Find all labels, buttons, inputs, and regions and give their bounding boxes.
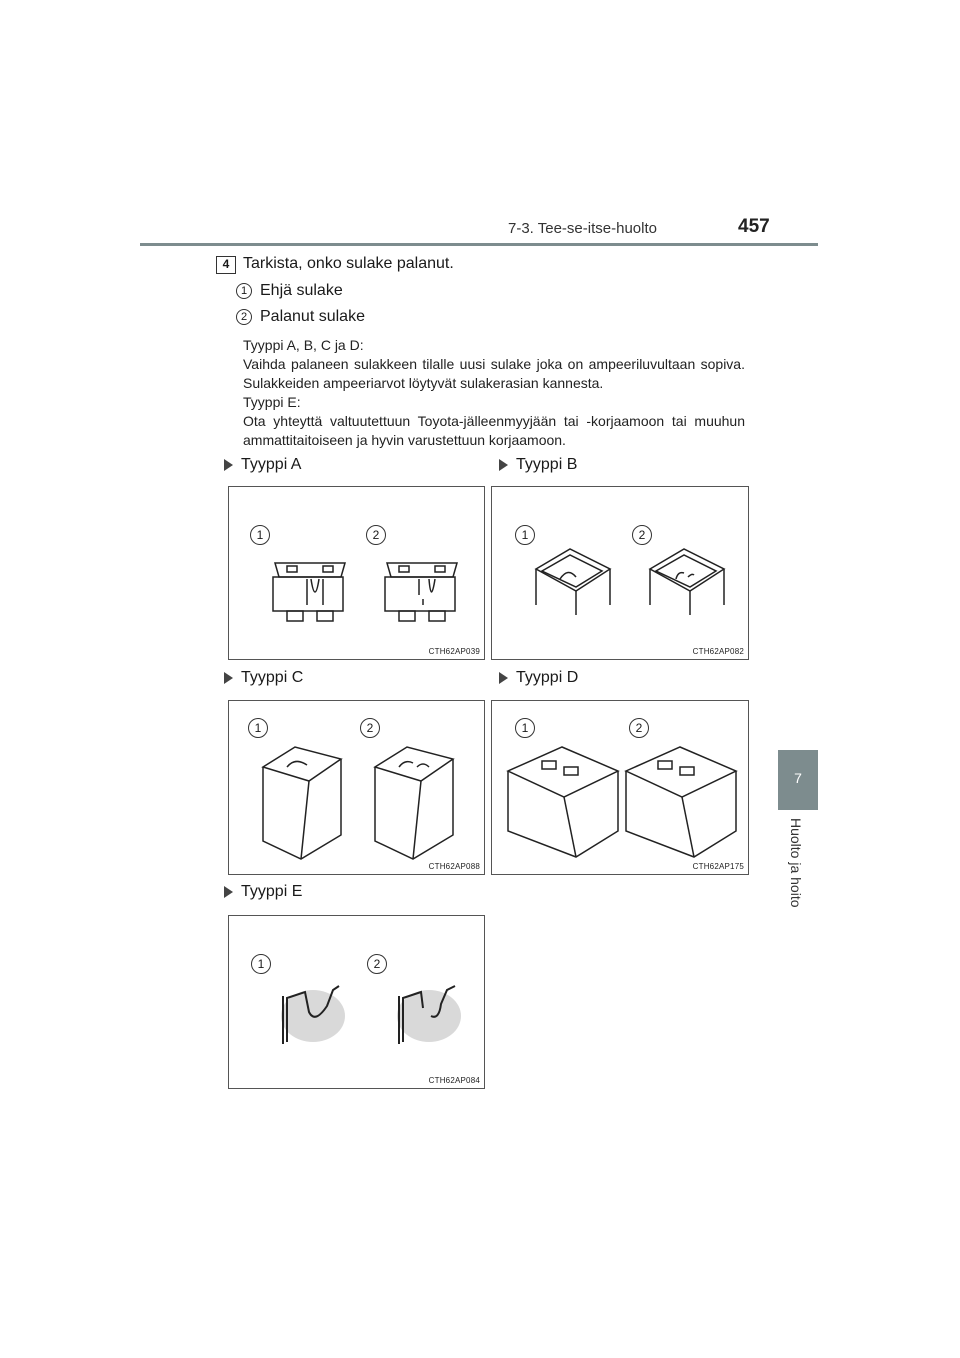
bullet-arrow-icon [499, 459, 508, 471]
figure-type-e [228, 915, 485, 1089]
chapter-title: Huolto ja hoito [788, 818, 804, 908]
figure-code: CTH62AP088 [428, 862, 480, 871]
figure-number-1: 1 [515, 718, 535, 738]
figure-number-1: 1 [250, 525, 270, 545]
figure-type-a [228, 486, 485, 660]
figure-number-2: 2 [632, 525, 652, 545]
chapter-number: 7 [794, 770, 802, 786]
figure-number-2: 2 [629, 718, 649, 738]
figure-number-1: 1 [248, 718, 268, 738]
note-title: Tyyppi E: [243, 394, 301, 410]
figure-type-b [491, 486, 749, 660]
figure-number-1: 1 [251, 954, 271, 974]
figure-number-2: 2 [360, 718, 380, 738]
type-b-heading [499, 456, 577, 474]
step-instruction: Tarkista, onko sulake palanut. [243, 255, 454, 272]
note-body: Vaihda palaneen sulakkeen tilalle uusi sulake joka on ampeeriluvultaan sopiva. Sulakkeiden ampeeriarvot löytyvät sulakerasian kannesta. [243, 356, 745, 391]
figure-number-1: 1 [515, 525, 535, 545]
figure-code: CTH62AP175 [692, 862, 744, 871]
legend-number: 1 [236, 283, 252, 299]
legend-label: Palanut sulake [260, 308, 365, 325]
type-a-heading [224, 456, 301, 474]
chapter-tab [778, 750, 818, 810]
figure-code: CTH62AP039 [428, 647, 480, 656]
type-label-text: Tyyppi C [241, 669, 304, 686]
type-c-heading [224, 669, 303, 687]
bullet-arrow-icon [224, 886, 233, 898]
type-e-heading [224, 883, 302, 901]
bullet-arrow-icon [224, 459, 233, 471]
link-fuse-illustration [229, 916, 485, 1089]
header-divider [140, 243, 818, 246]
type-label-text: Tyyppi B [516, 456, 578, 473]
note-types-abcd [243, 336, 745, 393]
figure-type-c [228, 700, 485, 875]
type-label-text: Tyyppi A [241, 456, 302, 473]
bullet-arrow-icon [224, 672, 233, 684]
type-label-text: Tyyppi D [516, 669, 579, 686]
note-title: Tyyppi A, B, C ja D: [243, 337, 364, 353]
figure-type-d [491, 700, 749, 875]
figure-number-2: 2 [367, 954, 387, 974]
page-number: 457 [738, 216, 770, 237]
figure-number-2: 2 [366, 525, 386, 545]
legend-item-blown [236, 308, 365, 326]
figure-code: CTH62AP084 [428, 1076, 480, 1085]
step-number-box: 4 [216, 256, 236, 274]
type-label-text: Tyyppi E [241, 883, 303, 900]
legend-label: Ehjä sulake [260, 282, 343, 299]
bullet-arrow-icon [499, 672, 508, 684]
type-d-heading [499, 669, 578, 687]
section-title: 7-3. Tee-se-itse-huolto [508, 220, 657, 237]
legend-number: 2 [236, 309, 252, 325]
legend-item-intact [236, 282, 343, 300]
figure-code: CTH62AP082 [692, 647, 744, 656]
note-body: Ota yhteyttä valtuutettuun Toyota-jälleenmyyjään tai -korjaamoon tai muuhun ammattitaitoiseen ja hyvin varustettuun korjaamoon. [243, 413, 745, 448]
cartridge-fuse-illustration [492, 487, 749, 660]
note-type-e [243, 393, 745, 450]
blade-fuse-illustration [229, 487, 485, 660]
